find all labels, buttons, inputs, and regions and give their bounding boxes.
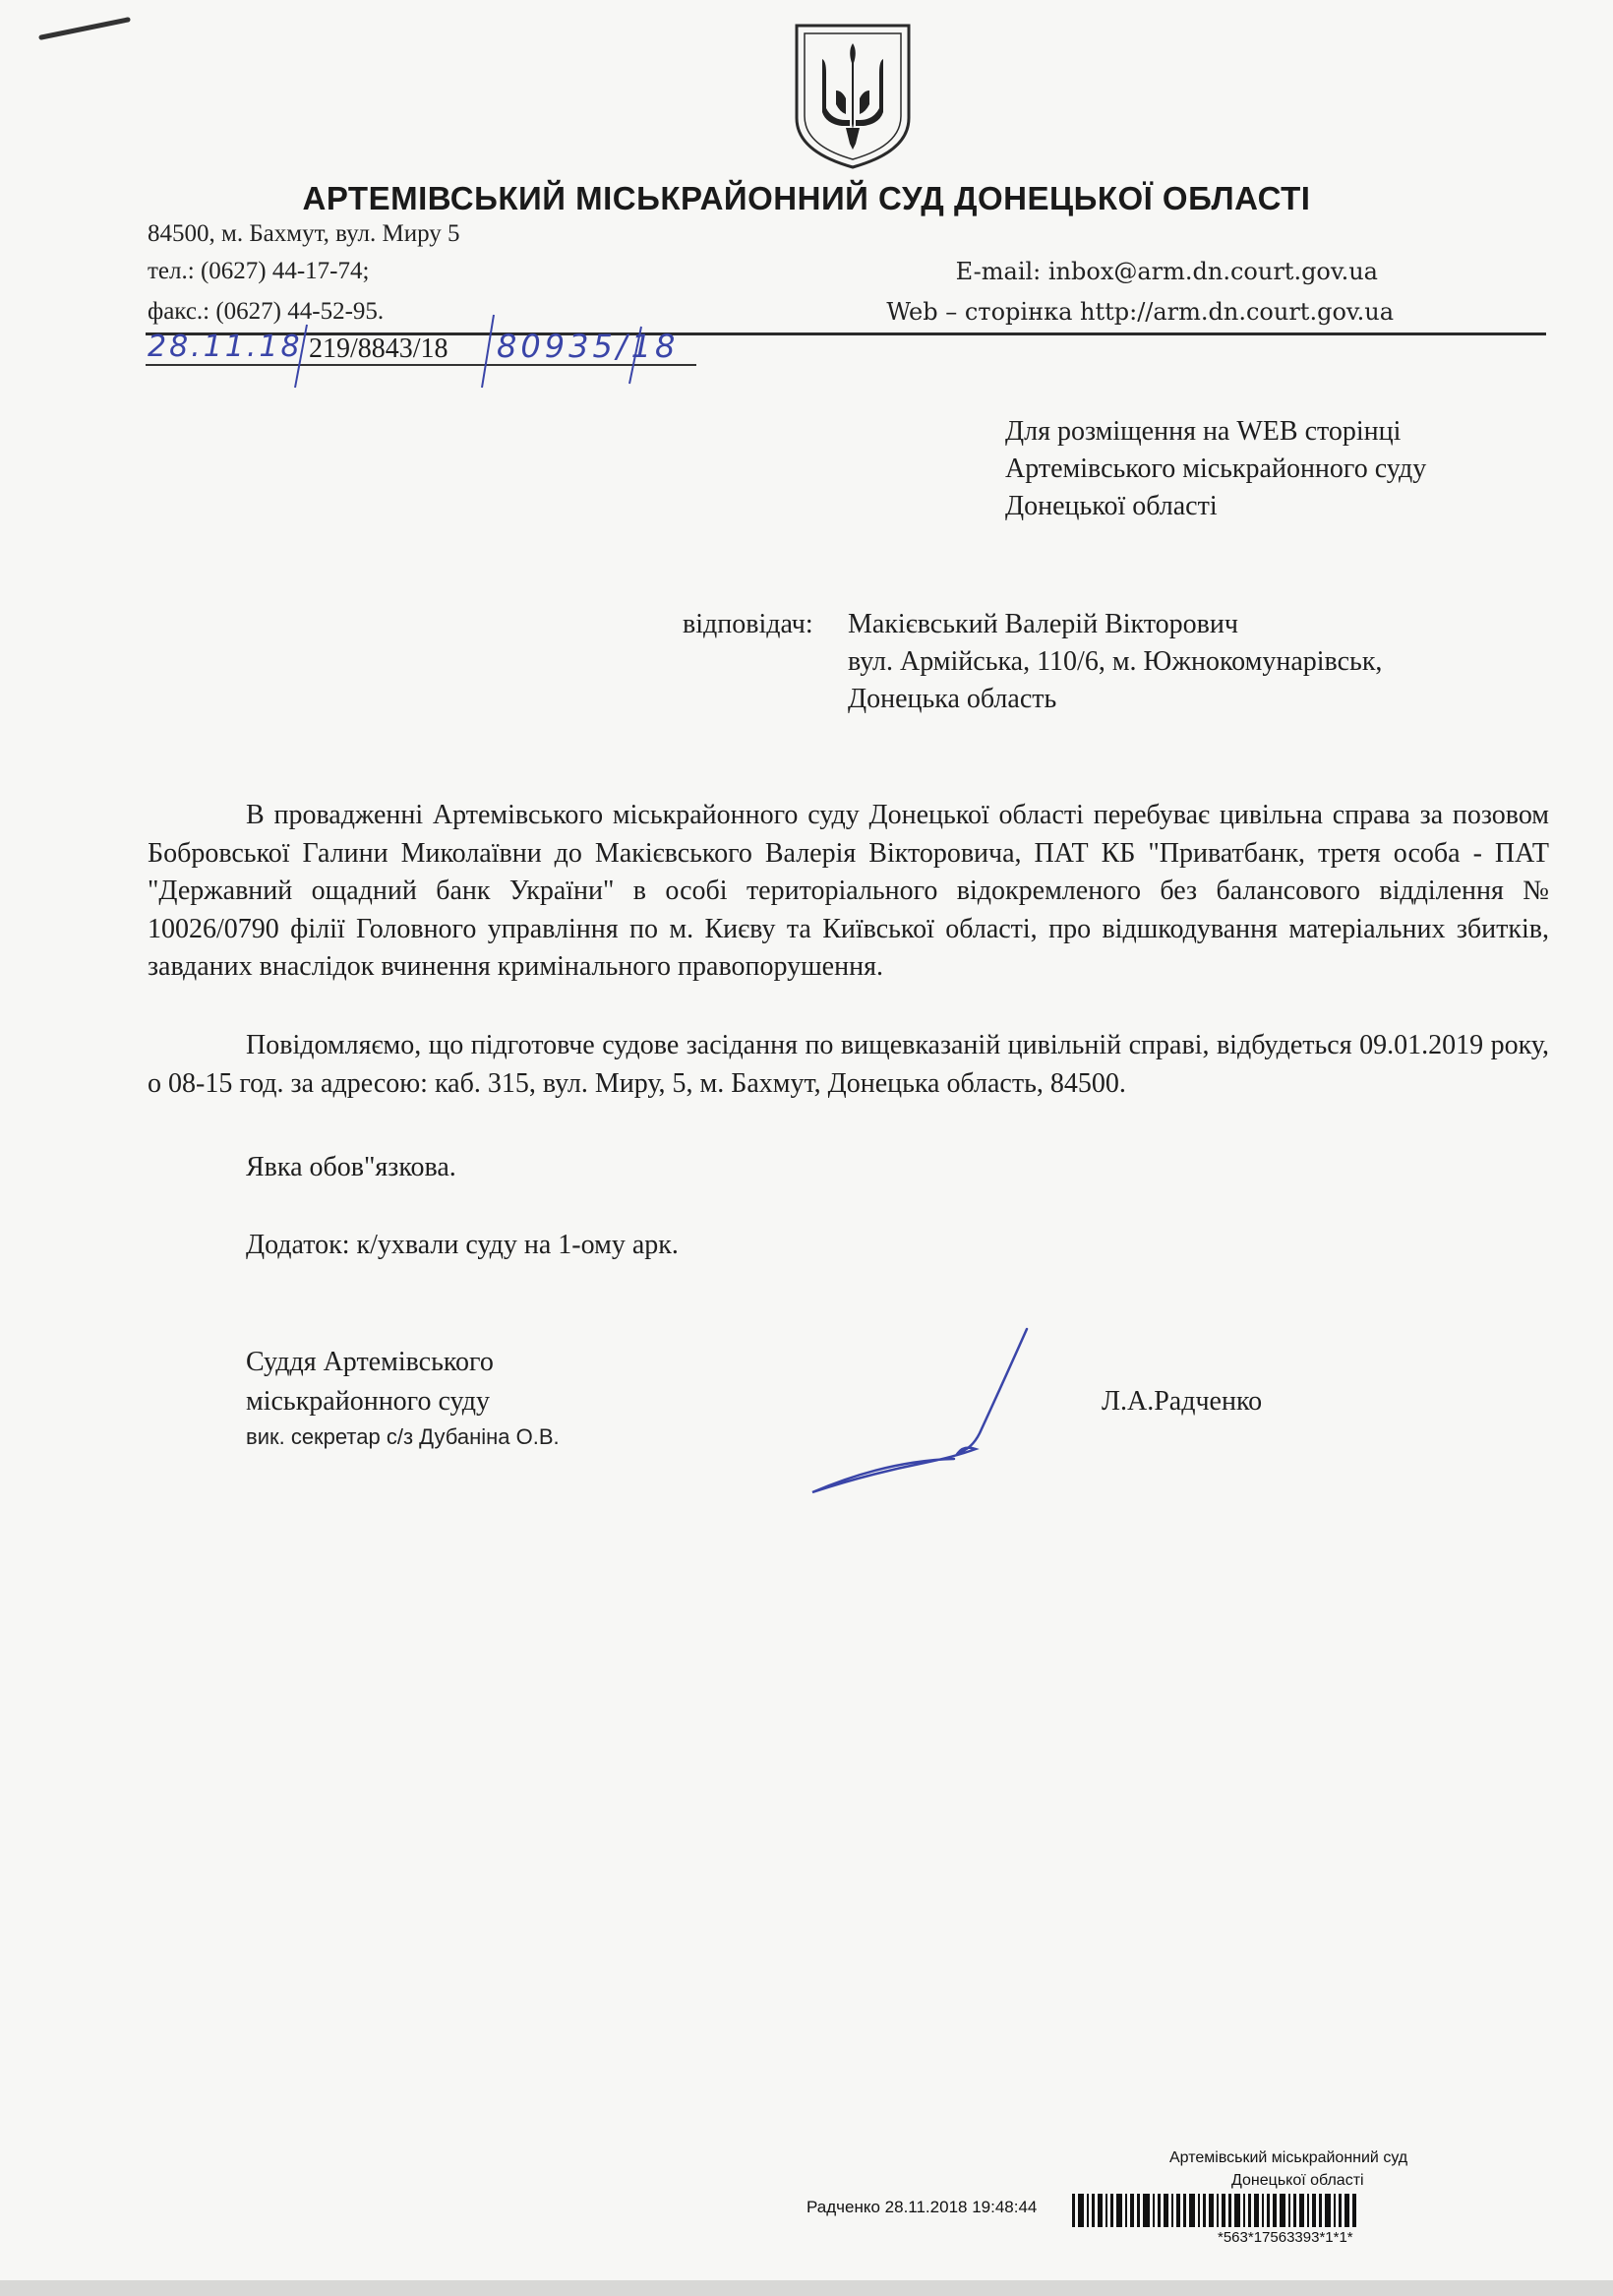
court-email: E-mail: inbox@arm.dn.court.gov.ua bbox=[955, 258, 1378, 285]
court-name: АРТЕМІВСЬКИЙ МІСЬКРАЙОННИЙ СУД ДОНЕЦЬКОЇ ОБЛАСТІ bbox=[302, 180, 1311, 216]
body-paragraph-1: В провадженні Артемівського міськрайонного суду Донецької області перебуває цивільна справа за позовом Бобровської Галини Миколаївни до Макієвського Валерія Вікторовича, ПАТ КБ "Приватбанк, третя особа - ПАТ "Державний ощадний банк України" в особі територіального відокремленого без балансового відділення № 10026/0790 філії Головного управління по м. Києву та Київської області, про відшкодування матеріальних збитків, завданих внаслідок вчинення кримінального правопорушення. bbox=[148, 800, 1549, 982]
handwritten-outgoing-number: 80935/18 bbox=[497, 328, 680, 365]
barcode bbox=[1072, 2194, 1546, 2227]
handwritten-signature bbox=[806, 1323, 1043, 1500]
recipient-block bbox=[1005, 413, 1426, 525]
case-number: 219/8843/18 bbox=[309, 333, 448, 364]
defendant-label: відповідач: bbox=[683, 609, 813, 639]
defendant-name: Макієвський Валерій Вікторович bbox=[848, 609, 1238, 639]
recipient-line-1: Для розміщення на WEB сторінці bbox=[1005, 416, 1402, 447]
judge-name: Л.А.Радченко bbox=[1102, 1386, 1263, 1417]
attachment-note: Додаток: к/ухвали суду на 1-ому арк. bbox=[246, 1230, 679, 1260]
page-bottom-edge bbox=[0, 2280, 1613, 2296]
signature-title-line-1: Суддя Артемівського bbox=[246, 1347, 494, 1377]
signature-title-line-2: міськрайонного суду bbox=[246, 1386, 491, 1417]
footer-court-line-2: Донецької області bbox=[1231, 2172, 1364, 2189]
defendant-address-2: Донецька область bbox=[848, 684, 1057, 714]
court-website: Web – сторінка http://arm.dn.court.gov.ua bbox=[886, 298, 1394, 326]
court-phone: тел.: (0627) 44-17-74; bbox=[148, 258, 370, 284]
defendant-address-1: вул. Армійська, 110/6, м. Южнокомунарівськ, bbox=[848, 646, 1383, 677]
barcode-text: *563*17563393*1*1* bbox=[1218, 2229, 1353, 2246]
defendant-block bbox=[848, 606, 1382, 718]
recipient-line-2: Артемівського міськрайонного суду bbox=[1005, 453, 1427, 484]
body-paragraph-2: Повідомляємо, що підготовче судове засідання по вищевказаній цивільній справі, відбудеться 09.01.2019 року, о 08-15 год. за адресою: каб. 315, вул. Миру, 5, м. Бахмут, Донецька область, 84500. bbox=[148, 1030, 1549, 1099]
footer-court-line-1: Артемівський міськрайонний суд bbox=[1169, 2149, 1408, 2166]
footer-stamp: Радченко 28.11.2018 19:48:44 bbox=[806, 2198, 1038, 2216]
scan-mark bbox=[37, 14, 132, 43]
court-address: 84500, м. Бахмут, вул. Миру 5 bbox=[148, 220, 460, 247]
court-fax: факс.: (0627) 44-52-95. bbox=[148, 298, 385, 325]
recipient-line-3: Донецької області bbox=[1005, 491, 1218, 521]
coat-of-arms-emblem bbox=[793, 22, 913, 171]
handwritten-date: 28.11.18 bbox=[148, 330, 303, 364]
attendance-notice: Явка обов"язкова. bbox=[246, 1152, 456, 1182]
reference-slash-marks bbox=[275, 307, 708, 395]
executor-note: вик. секретар с/з Дубаніна О.В. bbox=[246, 1424, 560, 1449]
